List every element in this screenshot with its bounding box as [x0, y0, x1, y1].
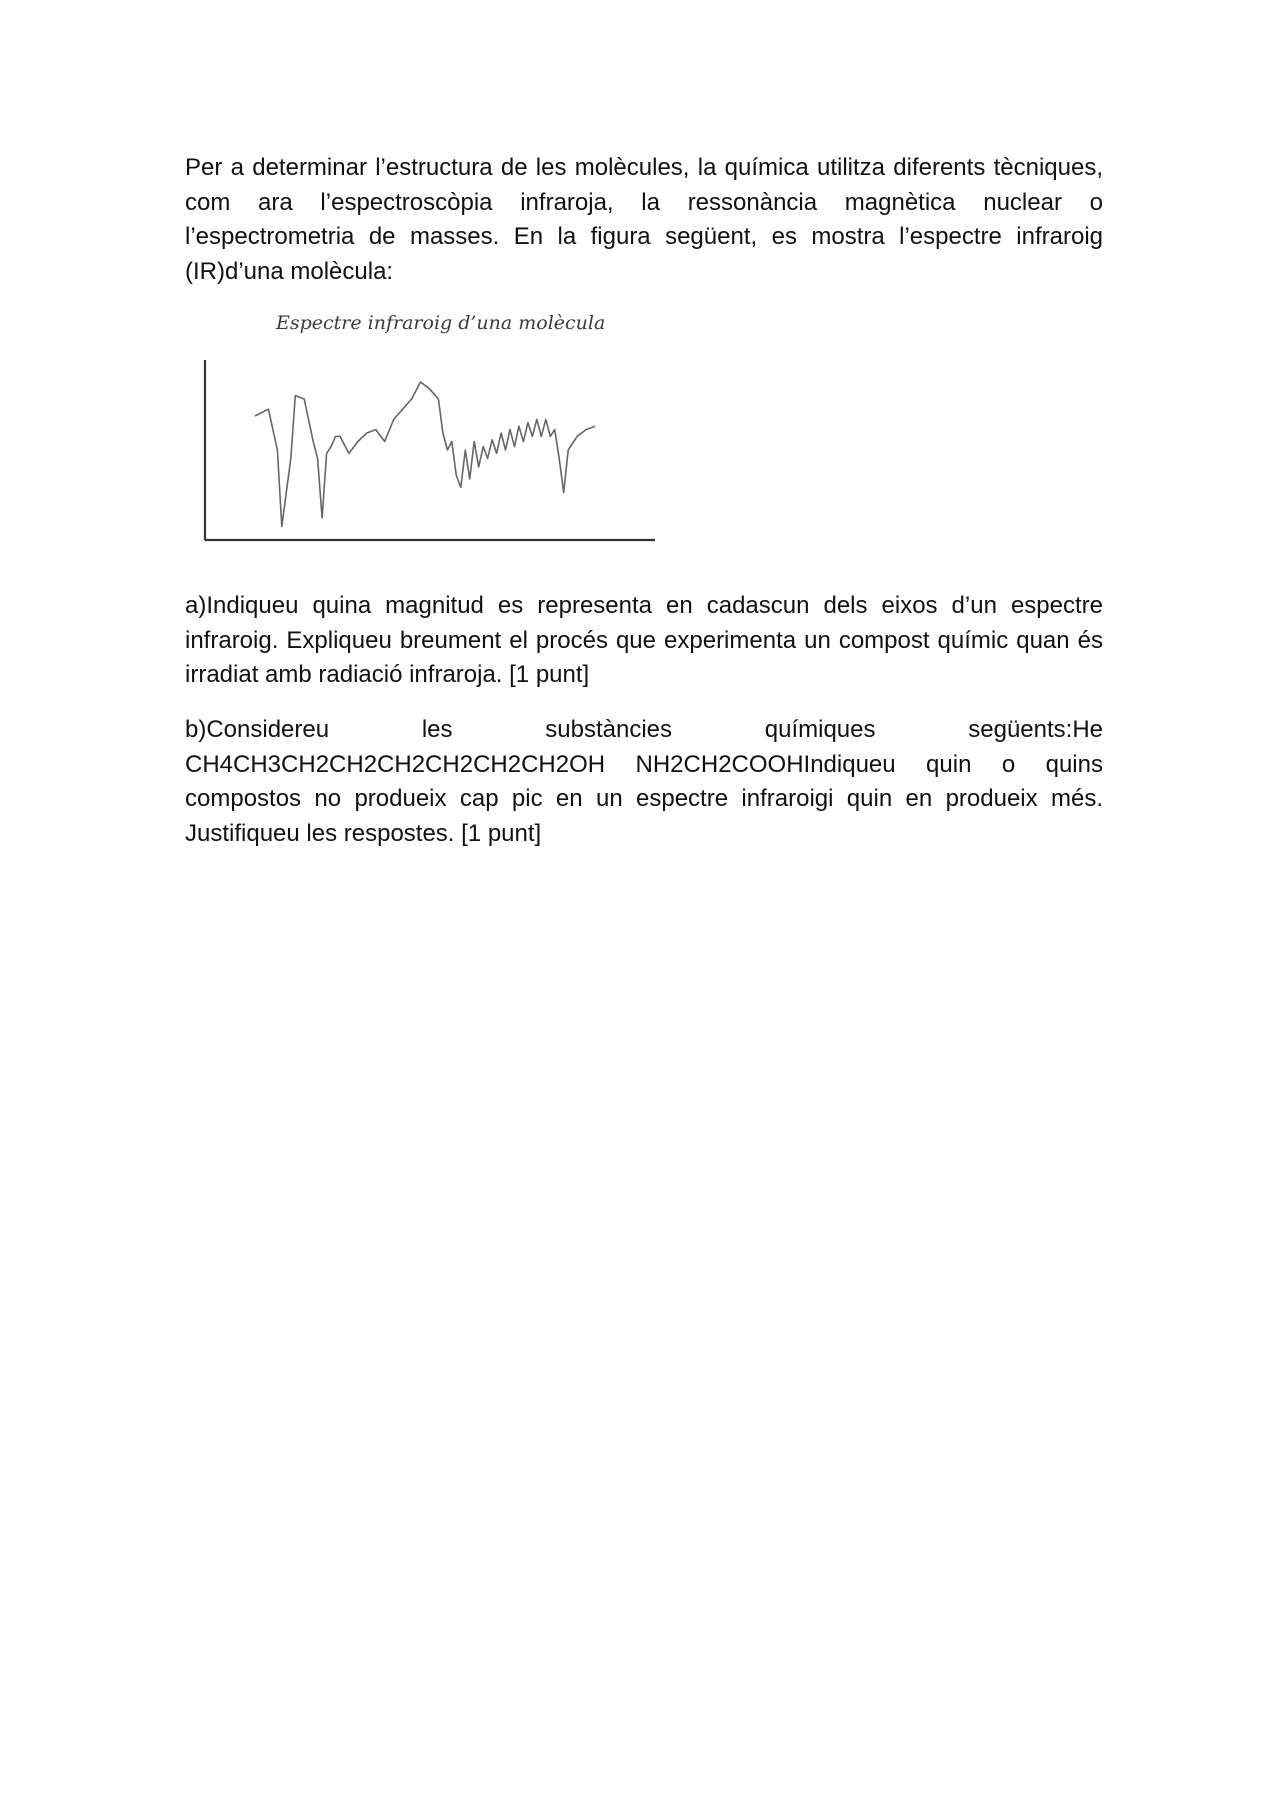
figure-title: Espectre infraroig d’una molècula: [276, 312, 606, 334]
spectrum-trace: [255, 382, 595, 527]
question-a: a)Indiqueu quina magnitud es representa en cadascun dels eixos d’un espectre infraroig. Expliqueu breument el procés que experimenta un compost químic quan és irradiat amb radiació infraroja. [1 punt]: [185, 592, 1103, 688]
ir-spectrum-figure: [195, 305, 665, 550]
intro-paragraph: Per a determinar l’estructura de les molècules, la química utilitza diferents tècniques, com ara l’espectroscòpia infraroja, la ressonància magnètica nuclear o l’espectrometria de masses. En la figura següent, es mostra l’espectre infraroig (IR)d’una molècula:: [185, 154, 1103, 285]
question-b: b)Considereu les substàncies químiques següents:He CH4CH3CH2CH2CH2CH2CH2CH2OH NH2CH2COOHIndiqueu quin o quins compostos no produeix cap pic en un espectre infraroigi quin en produeix més. Justifiqueu les respostes. [1 punt]: [185, 716, 1103, 847]
